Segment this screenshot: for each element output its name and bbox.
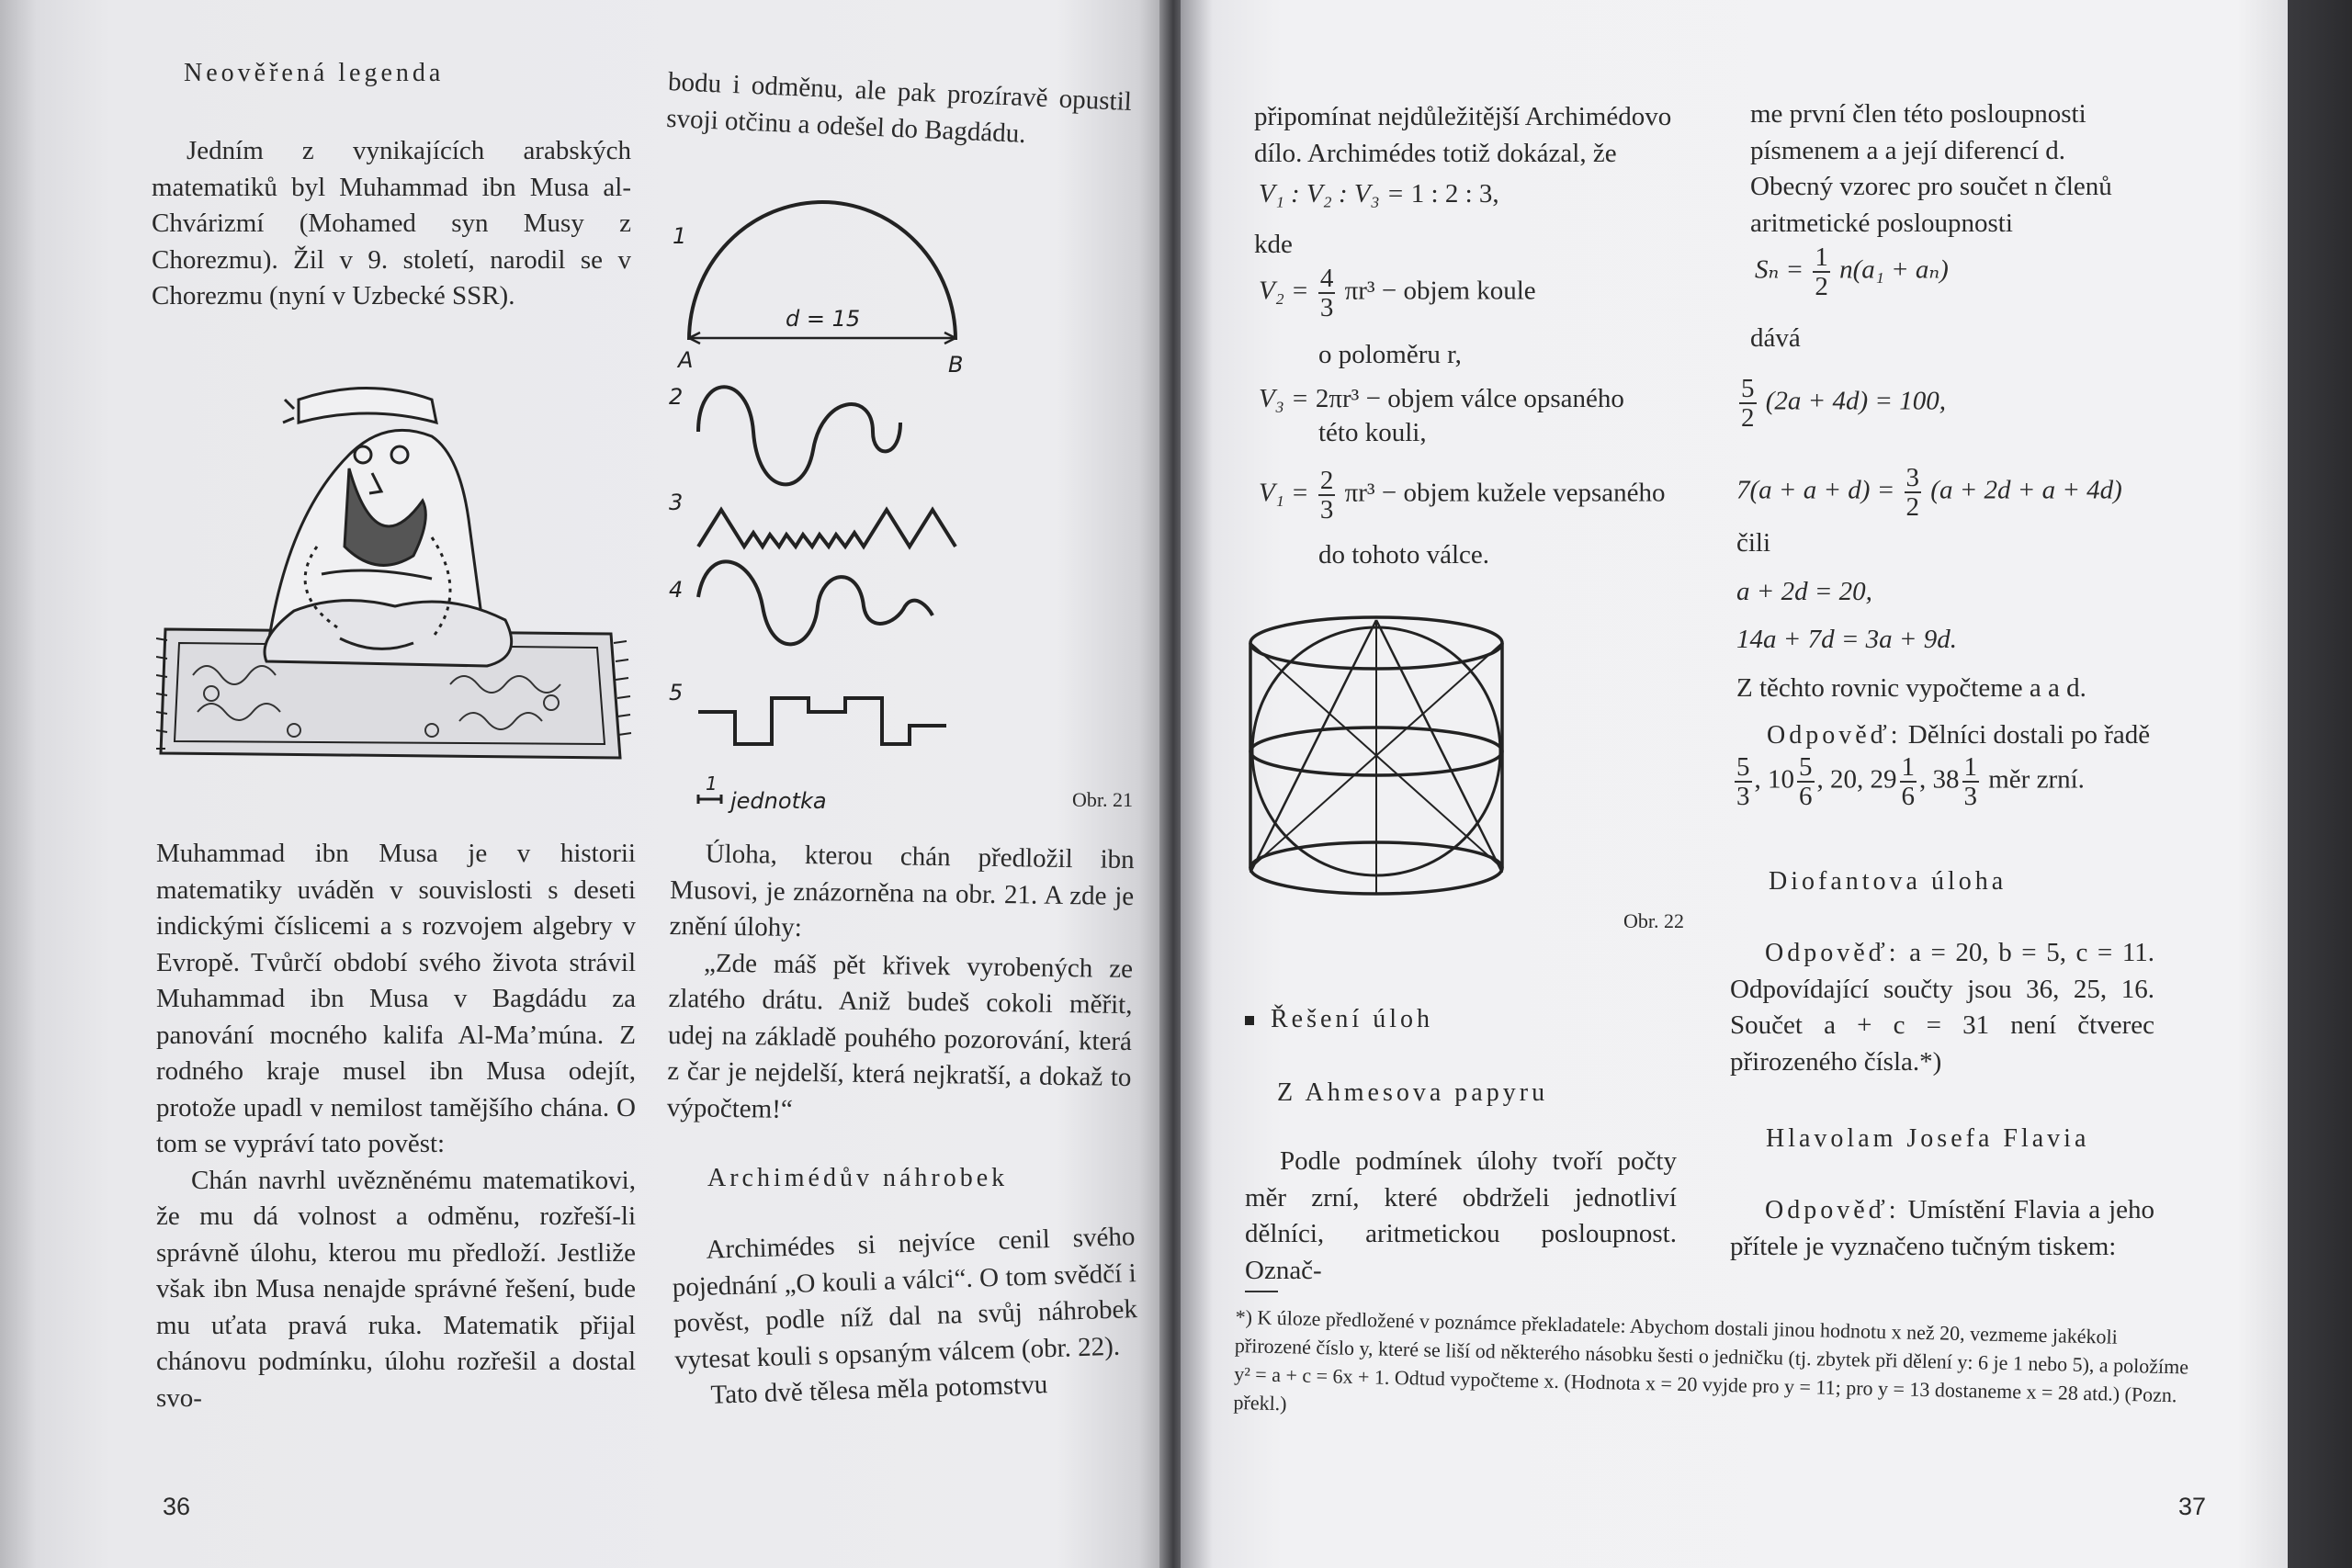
right-column-2-flavius (1730, 1192, 2154, 1265)
paragraph-intro: Jedním z vynikajících arabských matematiků byl Muhammad ibn Musa al-Chvárizmí (Mohamed syn Musy z Chorezmu). Žil v 9. století, narodil se v Chorezmu (nyní v Uzbecké SSR). (152, 136, 631, 310)
fraction-sum: $\frac{1}{2}$ (1815, 243, 1828, 301)
v3-lhs: V₃ = (1259, 384, 1309, 413)
ratio-rhs: 1 : 2 : 3, (1410, 179, 1499, 209)
label-curve-5: 5 (669, 680, 684, 705)
heading-legend: Neověřená legenda (184, 59, 445, 87)
label-unit: jednotka (730, 788, 827, 814)
heading-ahmes: Z Ahmesova papyru (1277, 1078, 1549, 1107)
text-ztechto: Z těchto rovnic vypočteme a a d. (1736, 673, 2086, 703)
v1-lhs: V₁ = (1259, 478, 1309, 508)
answer-flavius: Umístění Flavia a jeho přítele je vyznačeno tučným tiskem: (1730, 1195, 2154, 1261)
heading-diofant: Diofantova úloha (1769, 867, 2007, 896)
right-column-1 (1254, 99, 1704, 172)
v2-continuation: o poloměru r, (1318, 340, 1462, 369)
footnote-rule (1245, 1291, 1278, 1292)
label-curve-2: 2 (669, 384, 684, 410)
eq2-rest: (a + 2d + a + 4d) (1930, 475, 2122, 505)
text-cili: čili (1736, 528, 1771, 558)
ratio-lhs: V₁ : V₂ : V₃ = (1259, 179, 1405, 209)
sum-rhs: n(a₁ + aₙ) (1839, 254, 1949, 285)
eq1-rest: (2a + 4d) = 100, (1765, 386, 1946, 416)
label-curve-1: 1 (673, 223, 687, 249)
label-diameter: d = 15 (786, 306, 861, 332)
v1-description: πr³ − objem kužele vepsaného (1344, 478, 1666, 508)
v2-lhs: V₂ = (1259, 276, 1309, 306)
curve-2-wave (698, 387, 900, 484)
unit-scale (698, 795, 721, 804)
heading-flavius: Hlavolam Josefa Flavia (1766, 1124, 2090, 1153)
fraction-eq1: $\frac{5}{2}$ (1741, 374, 1755, 433)
right-column-1-ahmes (1245, 1144, 1677, 1289)
answer-ahmes-line (1767, 720, 2150, 750)
curve-4-wave (698, 561, 933, 644)
curve-5-square-wave (698, 698, 946, 744)
column-left-1 (152, 133, 631, 315)
equation-sum (1755, 243, 1949, 300)
background-edge (2288, 0, 2352, 1568)
paragraph-sequence: me první člen této posloupnosti písmenem a a její diferencí d. Obecný vzorec pro součet n členů aritmetické posloupnosti (1750, 99, 2112, 238)
v2-description: πr³ − objem koule (1344, 276, 1536, 306)
paragraph-uloha: Úloha, kterou chán předložil ibn Musovi, je znázorněna na obr. 21. A zde je znění úlohy: (669, 839, 1135, 943)
answer-fractions: $\frac{5}{3}$ , 10 $\frac{5}{6}$ , 20, 29 $\frac{1}{6}$ , 38 $\frac{1}{3}$ měr zrní. (1736, 752, 2085, 811)
fraction-eq2: $\frac{3}{2}$ (1905, 463, 1920, 522)
figure-22-caption: Obr. 22 (1623, 909, 1684, 932)
figure-22-sphere-cylinder (1245, 606, 1511, 909)
answer-frac-3: $\frac{1}{6}$ (1901, 752, 1915, 811)
paragraph-intro-right: připomínat nejdůležitější Archimédovo dílo. Archimédes totiž dokázal, že (1254, 102, 1672, 168)
equation-v3 (1259, 384, 1624, 414)
paragraph-khan: Chán navrhl uvězněnému matematikovi, že mu dá volnost a odměnu, rozřeší-li správně úlohu, kterou mu předloží. Jestliže však ibn Musa nenajde správné řešení, bude mu uťata pravá ruka. Matematik přijal chánovu podmínku, úlohu rozřešil a dostal svo- (156, 1165, 636, 1413)
text-kde: kde (1254, 230, 1293, 259)
equation-ratio (1259, 179, 1499, 209)
label-curve-4: 4 (669, 577, 684, 603)
equation-v2 (1259, 265, 1536, 321)
equation-1 (1736, 375, 1946, 432)
label-curve-3: 3 (669, 490, 684, 515)
paragraph-continuation: bodu i odměnu, ale pak prozíravě opustil svoji otčinu a odešel do Bagdádu. (665, 66, 1133, 149)
page-number-right: 37 (2178, 1493, 2207, 1520)
illustration-mathematician (156, 381, 634, 776)
paragraph-archimedes: Archimédes si nejvíce cenil svého pojednání „O kouli a válci“. O tom svědčí i pověst, podle níž dal na svůj náhrobek vytesat kouli s opsaným válcem (obr. 22). (672, 1222, 1138, 1375)
column-left-2-archimedes (671, 1219, 1140, 1415)
answer-frac-4: $\frac{1}{3}$ (1963, 752, 1977, 811)
answer-frac-1: $\frac{5}{3}$ (1736, 752, 1750, 811)
answer-diofant: a = 20, b = 5, c = 11. Odpovídající součty jsou 36, 25, 16. Součet a + c = 31 není čtverec přirozeného čísla.*) (1730, 938, 2155, 1077)
equation-4: 14a + 7d = 3a + 9d. (1736, 625, 1957, 654)
answer-unit: měr zrní. (1988, 764, 2085, 795)
reseni-heading-row (1245, 1001, 1433, 1038)
label-unit-number: 1 (706, 773, 718, 795)
heading-archimedes: Archimédův náhrobek (707, 1164, 1009, 1192)
paragraph-quote: „Zde máš pět křivek vyrobených ze zlatého drátu. Aniž budeš cokoli měřit, udej na základě pouhého pozorování, která z čar je nejdelší, která nejkratší, a dokaž to výpočtem!“ (666, 948, 1134, 1124)
column-left-2-bottom (667, 836, 1135, 1133)
curve-3-zigzag (698, 510, 956, 547)
paragraph-ahmes: Podle podmínek úlohy tvoří počty měr zrní, které obdrželi jednotliví dělníci, aritmetickou posloupnost. Označ- (1245, 1146, 1677, 1285)
fraction-v2: $\frac{4}{3}$ (1319, 264, 1334, 322)
page-number-left: 36 (163, 1493, 191, 1520)
right-page (1181, 0, 2297, 1568)
paragraph-history: Muhammad ibn Musa je v historii matematiky uváděn v souvislosti s deseti indickými číslicemi a s rozvojem algebry v Evropě. Tvůrčí období svého života strávil Muhammad ibn Musa v Bagdádu za panování mocného kalifa Al-Ma’múna. Z rodného kraje musel ibn Musa odejít, protože upadl v nemilost tamějšího chána. O tom se vypráví tato pověst: (156, 839, 636, 1158)
left-page (0, 0, 1165, 1568)
heading-reseni: Řešení úloh (1271, 1005, 1433, 1033)
eq2-lhs: 7(a + a + d) = (1736, 475, 1895, 505)
paragraph-archimedes-last: Tato dvě tělesa měla potomstvu (710, 1370, 1048, 1410)
fraction-v1: $\frac{2}{3}$ (1319, 466, 1334, 525)
v1-continuation: do tohoto válce. (1318, 540, 1490, 570)
label-point-a: A (678, 347, 694, 373)
answer-label-1: Odpověď: (1767, 721, 1902, 750)
sum-lhs: Sₙ = (1755, 254, 1804, 285)
equation-v1 (1259, 467, 1666, 524)
right-column-2-top (1750, 96, 2154, 242)
seated-figure (265, 389, 512, 667)
column-left-1b (156, 836, 636, 1416)
equation-2 (1736, 464, 2122, 521)
v3-continuation: této kouli, (1318, 418, 1427, 447)
figure-21-curves (662, 184, 1139, 827)
label-point-b: B (948, 352, 964, 378)
v3-description: 2πr³ − objem válce opsaného (1315, 384, 1624, 413)
text-dava: dává (1750, 323, 1801, 353)
right-column-2-diofant (1730, 935, 2154, 1080)
footnote: *) K úloze předložené v poznámce překladatele: Abychom dostali jinou hodnotu x než 20, vezmeme jakékoli přirozené číslo y, které se liší od některého násobku šesti o jedničku (tj. zbytek při dělení y: 6 je 1 nebo 5), a položíme y² = a + c = 6x + 1. Odtud vypočteme x. (Hodnota x = 20 vyjde pro y = 11; pro y = 13 dostaneme x = 28 atd.) (Pozn. překl.) (1233, 1304, 2189, 1416)
answer-text-1: Dělníci dostali po řadě (1907, 720, 2151, 750)
answer-label-2: Odpověď: (1765, 939, 1900, 967)
bullet-square (1245, 1016, 1254, 1025)
figure-21-caption: Obr. 21 (1072, 788, 1133, 811)
answer-frac-2: $\frac{5}{6}$ (1799, 752, 1813, 811)
column-left-2-top (666, 64, 1133, 157)
equation-3: a + 2d = 20, (1736, 577, 1872, 606)
answer-label-3: Odpověď: (1765, 1196, 1900, 1224)
